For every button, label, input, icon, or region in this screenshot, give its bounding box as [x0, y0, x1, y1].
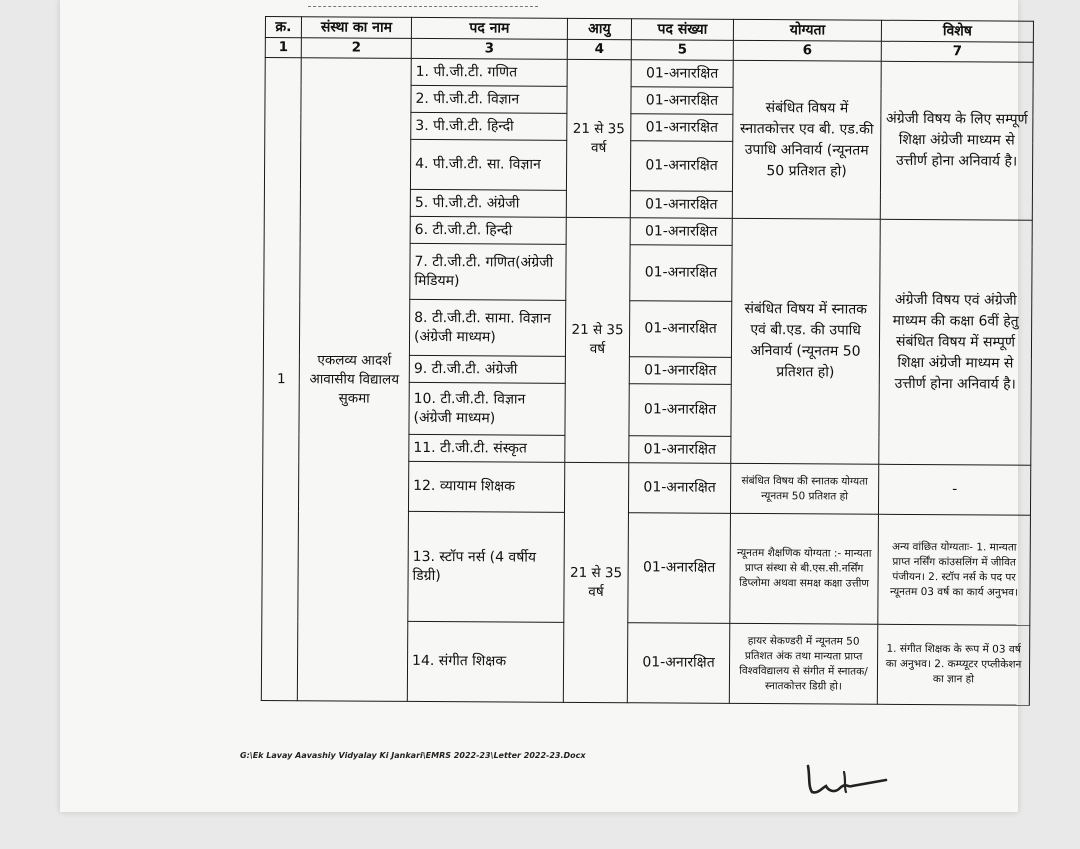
post-cell: 4. पी.जी.टी. सा. विज्ञान — [410, 139, 566, 190]
col-number: 3 — [411, 38, 567, 59]
header-seats: पद संख्या — [631, 19, 733, 41]
post-cell: 12. व्यायाम शिक्षक — [408, 461, 564, 512]
post-cell: 3. पी.जी.टी. हिन्दी — [411, 112, 567, 140]
post-cell: 2. पी.जी.टी. विज्ञान — [411, 85, 567, 113]
cut-off-text-line — [308, 0, 538, 7]
header-serial: क्र. — [265, 17, 301, 38]
age-cell: 21 से 35 वर्ष — [566, 59, 631, 217]
seat-cell: 01-अनारक्षित — [629, 436, 731, 464]
seat-cell: 01-अनारक्षित — [631, 87, 733, 115]
recruitment-table — [261, 16, 1034, 706]
institution-cell: एकलव्य आदर्श आवासीय विद्यालय सुकमा — [297, 58, 411, 702]
post-cell: 10. टी.जी.टी. विज्ञान (अंग्रेजी माध्यम) — [409, 382, 565, 435]
seat-cell: 01-अनारक्षित — [629, 301, 731, 358]
qualification-tgt: संबंधित विषय में स्नातक एवं बी.एड. की उपाधि अनिवार्य (न्यूनतम 50 प्रतिशत हो) — [731, 218, 880, 464]
seat-cell: 01-अनारक्षित — [630, 191, 732, 219]
post-cell: 13. स्टॉप नर्स (4 वर्षीय डिग्री) — [408, 511, 565, 622]
seat-cell: 01-अनारक्षित — [628, 463, 730, 514]
table-row — [265, 58, 1033, 90]
signature — [800, 758, 890, 798]
header-post: पद नाम — [411, 17, 567, 39]
file-path-footer: G:\Ek Lavay Aavashiy Vidyalay Ki Jankari\EMRS 2022-23\Letter 2022-23.Docx — [240, 751, 586, 760]
qualification-pe: संबंधित विषय की स्नातक योग्यता न्यूनतम 50 प्रतिशत हो — [730, 463, 878, 514]
col-number: 6 — [733, 40, 881, 61]
seat-cell: 01-अनारक्षित — [629, 357, 731, 385]
seat-cell: 01-अनारक्षित — [627, 623, 729, 704]
header-qualification: योग्यता — [733, 19, 881, 41]
header-age: आयु — [567, 18, 631, 39]
special-pe: - — [878, 464, 1030, 515]
col-number: 5 — [631, 40, 733, 61]
age-cell: 21 से 35 वर्ष — [565, 217, 630, 462]
post-cell: 8. टी.जी.टी. सामा. विज्ञान (अंग्रेजी माध्यम) — [409, 299, 565, 356]
post-cell: 7. टी.जी.टी. गणित(अंग्रेजी मिडियम) — [410, 243, 566, 300]
col-number: 4 — [567, 39, 631, 59]
seat-cell: 01-अनारक्षित — [630, 245, 732, 302]
seat-cell: 01-अनारक्षित — [628, 513, 731, 624]
post-cell: 11. टी.जी.टी. संस्कृत — [409, 434, 565, 462]
header-special: विशेष — [881, 20, 1033, 42]
post-cell: 6. टी.जी.टी. हिन्दी — [410, 216, 566, 244]
qualification-pgt: संबंधित विषय में स्नातकोत्तर एव बी. एड.की उपाधि अनिवार्य (न्यूनतम 50 प्रतिशत हो) — [732, 60, 881, 219]
col-number: 7 — [881, 41, 1033, 62]
seat-cell: 01-अनारक्षित — [631, 60, 733, 88]
post-cell: 1. पी.जी.टी. गणित — [411, 58, 567, 86]
col-number: 2 — [301, 38, 411, 59]
post-cell: 9. टी.जी.टी. अंग्रेजी — [409, 355, 565, 383]
document-page — [60, 0, 1028, 812]
qualification-music: हायर सेकण्डरी में न्यूनतम 50 प्रतिशत अंक तथा मान्यता प्राप्त विश्वविद्यालय से संगीत में स्नातक/स्नातकोत्तर डिग्री हो। — [729, 623, 877, 704]
age-cell: 21 से 35 वर्ष — [563, 462, 628, 702]
seat-cell: 01-अनारक्षित — [630, 218, 732, 246]
serial-cell: 1 — [261, 58, 301, 701]
seat-cell: 01-अनारक्षित — [630, 141, 732, 192]
special-nurse: अन्य वांछित योग्यताः- 1. मान्यता प्राप्त नर्सिंग कांउसलिंग में जीवित पंजीयन। 2. स्टॉप नर्स के पद पर न्यूनतम 03 वर्ष का कार्य अनुभव। — [878, 514, 1031, 625]
qualification-nurse: न्यूनतम शैक्षणिक योग्यता :- मान्यता प्राप्त संस्था से बी.एस.सी.नर्सिंग डिप्लोमा अथवा समक्ष कक्षा उत्तीण — [730, 513, 879, 624]
header-institution: संस्था का नाम — [301, 17, 411, 39]
post-cell: 14. संगीत शिक्षक — [407, 621, 563, 702]
special-tgt: अंग्रेजी विषय एवं अंग्रेजी माध्यम की कक्षा 6वीं हेतु संबंधित विषय में सम्पूर्ण शिक्षा अंग्रेजी माध्यम से उत्तीर्ण होना अनिवार्य है। — [879, 219, 1032, 465]
special-pgt: अंग्रेजी विषय के लिए सम्पूर्ण शिक्षा अंग्रेजी माध्यम से उत्तीर्ण होना अनिवार्य है। — [880, 61, 1033, 220]
post-cell: 5. पी.जी.टी. अंग्रेजी — [410, 189, 566, 217]
special-music: 1. संगीत शिक्षक के रूप में 03 वर्ष का अनुभव। 2. कम्प्यूटर एप्लीकेशन का ज्ञान हो — [877, 624, 1029, 705]
seat-cell: 01-अनारक्षित — [631, 114, 733, 142]
seat-cell: 01-अनारक्षित — [629, 384, 731, 437]
col-number: 1 — [265, 38, 301, 58]
